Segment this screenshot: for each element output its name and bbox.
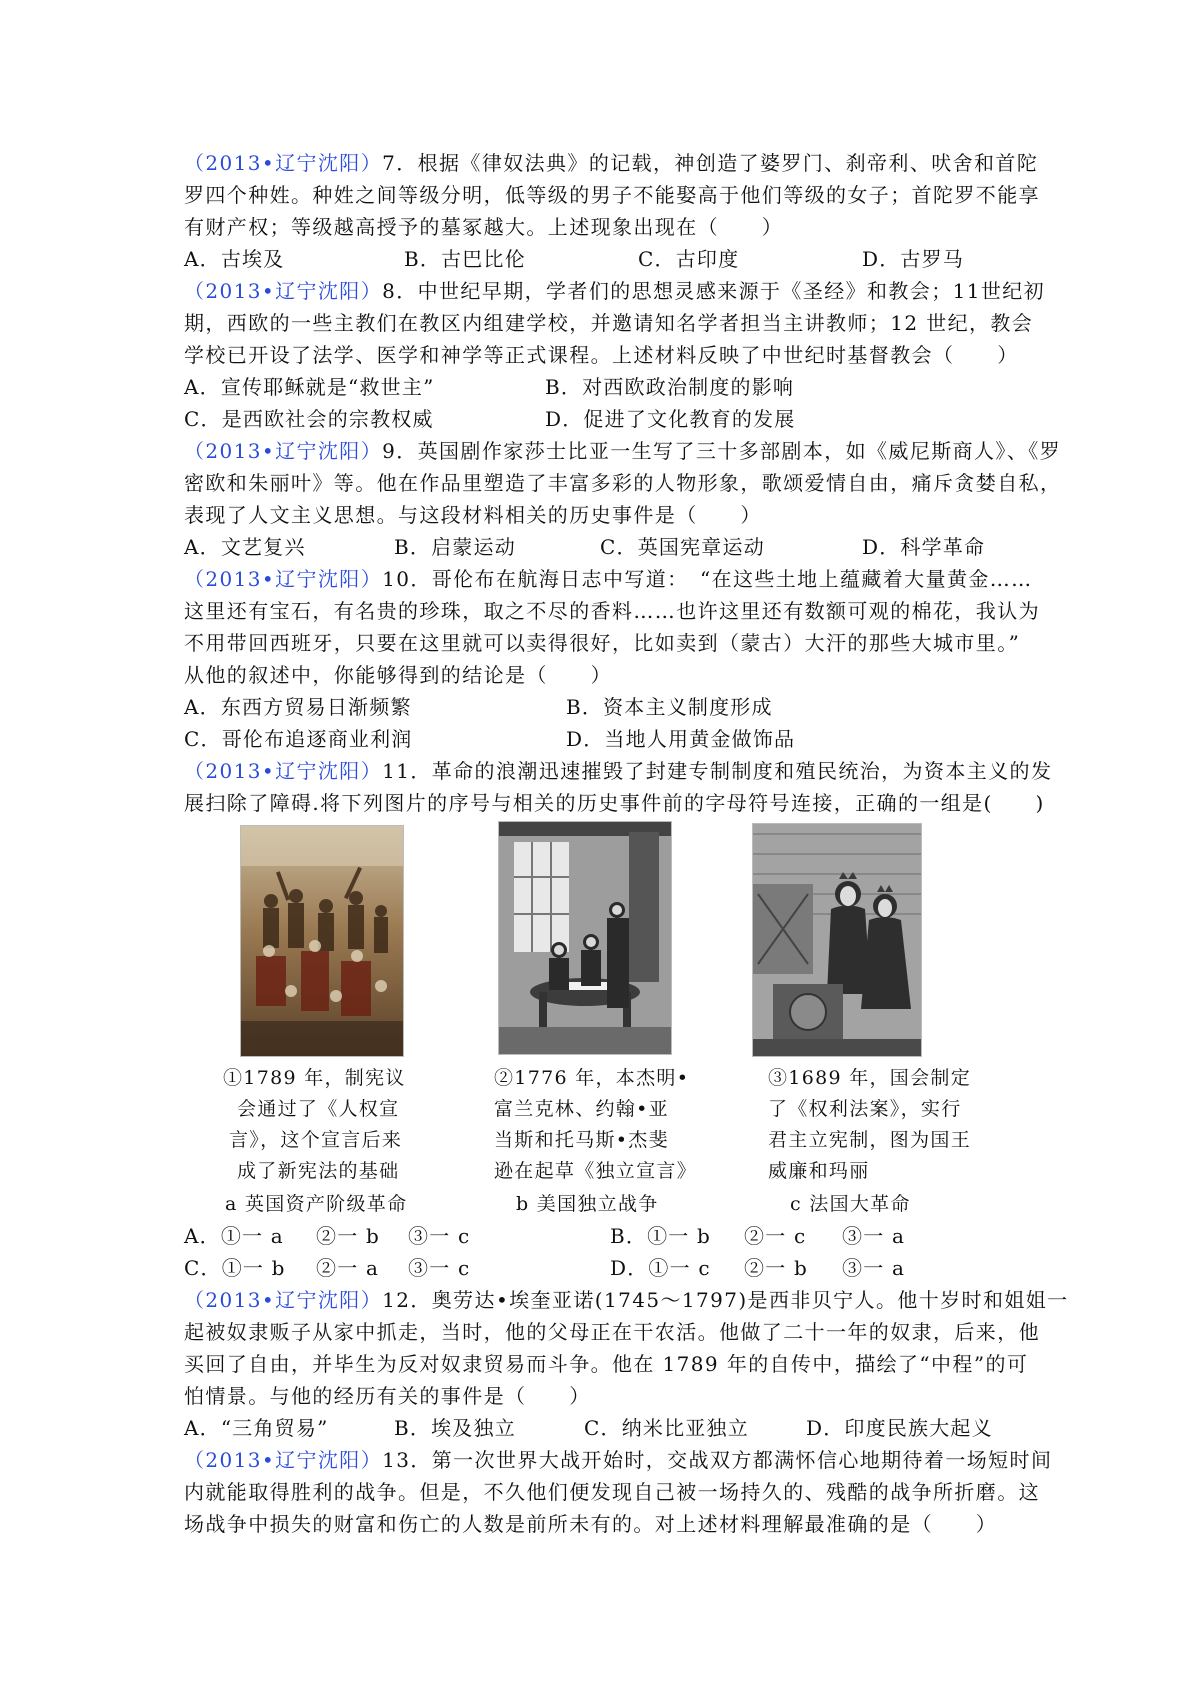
q7-option-a: A．古埃及 xyxy=(184,247,285,271)
q8-option-c: C．是西欧社会的宗教权威 xyxy=(184,407,434,431)
q10-option-b: B．资本主义制度形成 xyxy=(566,695,773,719)
caption-1-line-1: ①1789 年，制宪议 xyxy=(223,1067,406,1089)
q12-line-3: 买回了自由，并毕生为反对奴隶贸易而斗争。他在 1789 年的自传中，描绘了“中程”的可 xyxy=(184,1352,1029,1376)
q12-line-4: 怕情景。与他的经历有关的事件是（ ） xyxy=(184,1384,591,1408)
caption-3-line-2: 了《权利法案》，实行 xyxy=(768,1098,962,1120)
q9-option-c: C．英国宪章运动 xyxy=(600,535,765,559)
q11-option-b-2: ②一 c xyxy=(744,1224,807,1248)
caption-2-line-3: 当斯和托马斯•杰斐 xyxy=(494,1129,669,1151)
q7-option-c: C．古印度 xyxy=(638,247,740,271)
caption-3-line-1: ③1689 年，国会制定 xyxy=(768,1067,971,1089)
picture-1-assembly xyxy=(240,825,404,1057)
q7-option-b: B．古巴比伦 xyxy=(404,247,526,271)
q11-option-a-3: ③一 c xyxy=(408,1224,471,1248)
q12-option-a: A．“三角贸易” xyxy=(184,1416,329,1440)
q9-option-b: B．启蒙运动 xyxy=(394,535,516,559)
q10-line-4: 从他的叙述中，你能够得到的结论是（ ） xyxy=(184,663,612,687)
caption-1-line-3: 言》，这个宣言后来 xyxy=(229,1129,403,1151)
q10-line-2: 这里还有宝石，有名贵的珍珠，取之不尽的香料……也许这里还有数额可观的棉花，我认为 xyxy=(184,599,1040,623)
q11-line-2: 展扫除了障碍.将下列图片的序号与相关的历史事件前的字母符号连接，正确的一组是( ) xyxy=(184,791,1045,815)
q8-option-d: D．促进了文化教育的发展 xyxy=(545,407,796,431)
picture-2-declaration xyxy=(498,821,672,1055)
q11-line-1: （2013•辽宁沈阳）11．革命的浪潮迅速摧毁了封建专制制度和殖民统治，为资本主义的发 xyxy=(184,759,1053,783)
q13-source-tag: （2013•辽宁沈阳） xyxy=(184,1448,383,1472)
q7-source-tag: （2013•辽宁沈阳） xyxy=(184,151,383,175)
caption-2-line-2: 富兰克林、约翰•亚 xyxy=(494,1098,669,1120)
q11-option-c-3: ③一 c xyxy=(408,1256,471,1280)
q10-line-1: （2013•辽宁沈阳）10．哥伦布在航海日志中写道： “在这些土地上蕴藏着大量黄金…… xyxy=(184,567,1033,591)
q11-option-c-1: C．①一 b xyxy=(184,1256,286,1280)
q12-line-1: （2013•辽宁沈阳）12．奥劳达•埃奎亚诺(1745～1797)是西非贝宁人。他十岁时和姐姐一 xyxy=(184,1288,1069,1312)
william-mary-illustration xyxy=(753,824,921,1056)
q7-line-1: （2013•辽宁沈阳）7．根据《律奴法典》的记载，神创造了婆罗门、刹帝利、吠舍和首陀 xyxy=(184,151,1039,175)
q11-option-a-1: A．①一 a xyxy=(184,1224,284,1248)
caption-2-line-4: 逊在起草《独立宣言》 xyxy=(494,1160,698,1182)
q12-option-c: C．纳米比亚独立 xyxy=(584,1416,749,1440)
q11-option-a-2: ②一 b xyxy=(316,1224,380,1248)
q8-option-b: B．对西欧政治制度的影响 xyxy=(545,375,795,399)
q12-option-b: B．埃及独立 xyxy=(394,1416,516,1440)
q9-source-tag: （2013•辽宁沈阳） xyxy=(184,439,383,463)
q11-option-d-3: ③一 a xyxy=(842,1256,906,1280)
q10-line-3: 不用带回西班牙，只要在这里就可以卖得很好，比如卖到（蒙古）大汗的那些大城市里。” xyxy=(184,631,1021,655)
caption-2-line-1: ②1776 年，本杰明• xyxy=(494,1067,690,1089)
q10-option-c: C．哥伦布追逐商业利润 xyxy=(184,727,413,751)
q8-option-a: A．宣传耶稣就是“救世主” xyxy=(184,375,435,399)
q11-option-d-1: D．①一 c xyxy=(610,1256,711,1280)
declaration-illustration xyxy=(499,822,671,1054)
q11-option-b-3: ③一 a xyxy=(842,1224,906,1248)
assembly-illustration xyxy=(241,826,403,1056)
q11-option-b-1: B．①一 b xyxy=(610,1224,712,1248)
caption-1-line-4: 成了新宪法的基础 xyxy=(237,1160,400,1182)
q11-source-tag: （2013•辽宁沈阳） xyxy=(184,759,383,783)
q9-option-d: D．科学革命 xyxy=(862,535,986,559)
q13-line-1: （2013•辽宁沈阳）13．第一次世界大战开始时，交战双方都满怀信心地期待着一场短时间 xyxy=(184,1448,1053,1472)
q12-option-d: D．印度民族大起义 xyxy=(806,1416,993,1440)
picture-3-william-mary xyxy=(752,823,922,1057)
event-a: a 英国资产阶级革命 xyxy=(225,1193,408,1215)
q8-line-3: 学校已开设了法学、医学和神学等正式课程。上述材料反映了中世纪时基督教会（ ） xyxy=(184,343,1019,367)
q7-line-3: 有财产权；等级越高授予的墓冢越大。上述现象出现在（ ） xyxy=(184,215,784,239)
q11-option-c-2: ②一 a xyxy=(316,1256,380,1280)
q13-line-3: 场战争中损失的财富和伤亡的人数是前所未有的。对上述材料理解最准确的是（ ） xyxy=(184,1512,998,1536)
q13-line-2: 内就能取得胜利的战争。但是，不久他们便发现自己被一场持久的、残酷的战争所折磨。这 xyxy=(184,1480,1040,1504)
q7-option-d: D．古罗马 xyxy=(862,247,965,271)
q8-source-tag: （2013•辽宁沈阳） xyxy=(184,279,383,303)
q8-line-1: （2013•辽宁沈阳）8．中世纪早期，学者们的思想灵感来源于《圣经》和教会；11世纪初 xyxy=(184,279,1046,303)
event-c: c 法国大革命 xyxy=(790,1193,911,1215)
q7-line-2: 罗四个种姓。种姓之间等级分明，低等级的男子不能娶高于他们等级的女子；首陀罗不能享 xyxy=(184,183,1040,207)
q9-line-2: 密欧和朱丽叶》等。他在作品里塑造了丰富多彩的人物形象，歌颂爱情自由，痛斥贪婪自私， xyxy=(184,471,1062,495)
q8-line-2: 期，西欧的一些主教们在教区内组建学校，并邀请知名学者担当主讲教师；12 世纪，教会 xyxy=(184,311,1034,335)
q9-line-3: 表现了人文主义思想。与这段材料相关的历史事件是（ ） xyxy=(184,503,762,527)
caption-1-line-2: 会通过了《人权宣 xyxy=(237,1098,400,1120)
q9-option-a: A．文艺复兴 xyxy=(184,535,306,559)
caption-3-line-3: 君主立宪制，图为国王 xyxy=(768,1129,972,1151)
q10-source-tag: （2013•辽宁沈阳） xyxy=(184,567,383,591)
q11-option-d-2: ②一 b xyxy=(744,1256,808,1280)
q9-line-1: （2013•辽宁沈阳）9．英国剧作家莎士比亚一生写了三十多部剧本，如《威尼斯商人》、《罗 xyxy=(184,439,1062,463)
q10-option-d: D．当地人用黄金做饰品 xyxy=(566,727,796,751)
event-b: b 美国独立战争 xyxy=(516,1193,659,1215)
q10-option-a: A．东西方贸易日渐频繁 xyxy=(184,695,412,719)
q12-source-tag: （2013•辽宁沈阳） xyxy=(184,1288,383,1312)
caption-3-line-4: 威廉和玛丽 xyxy=(768,1160,870,1182)
q12-line-2: 起被奴隶贩子从家中抓走，当时，他的父母正在干农活。他做了二十一年的奴隶，后来，他 xyxy=(184,1320,1040,1344)
